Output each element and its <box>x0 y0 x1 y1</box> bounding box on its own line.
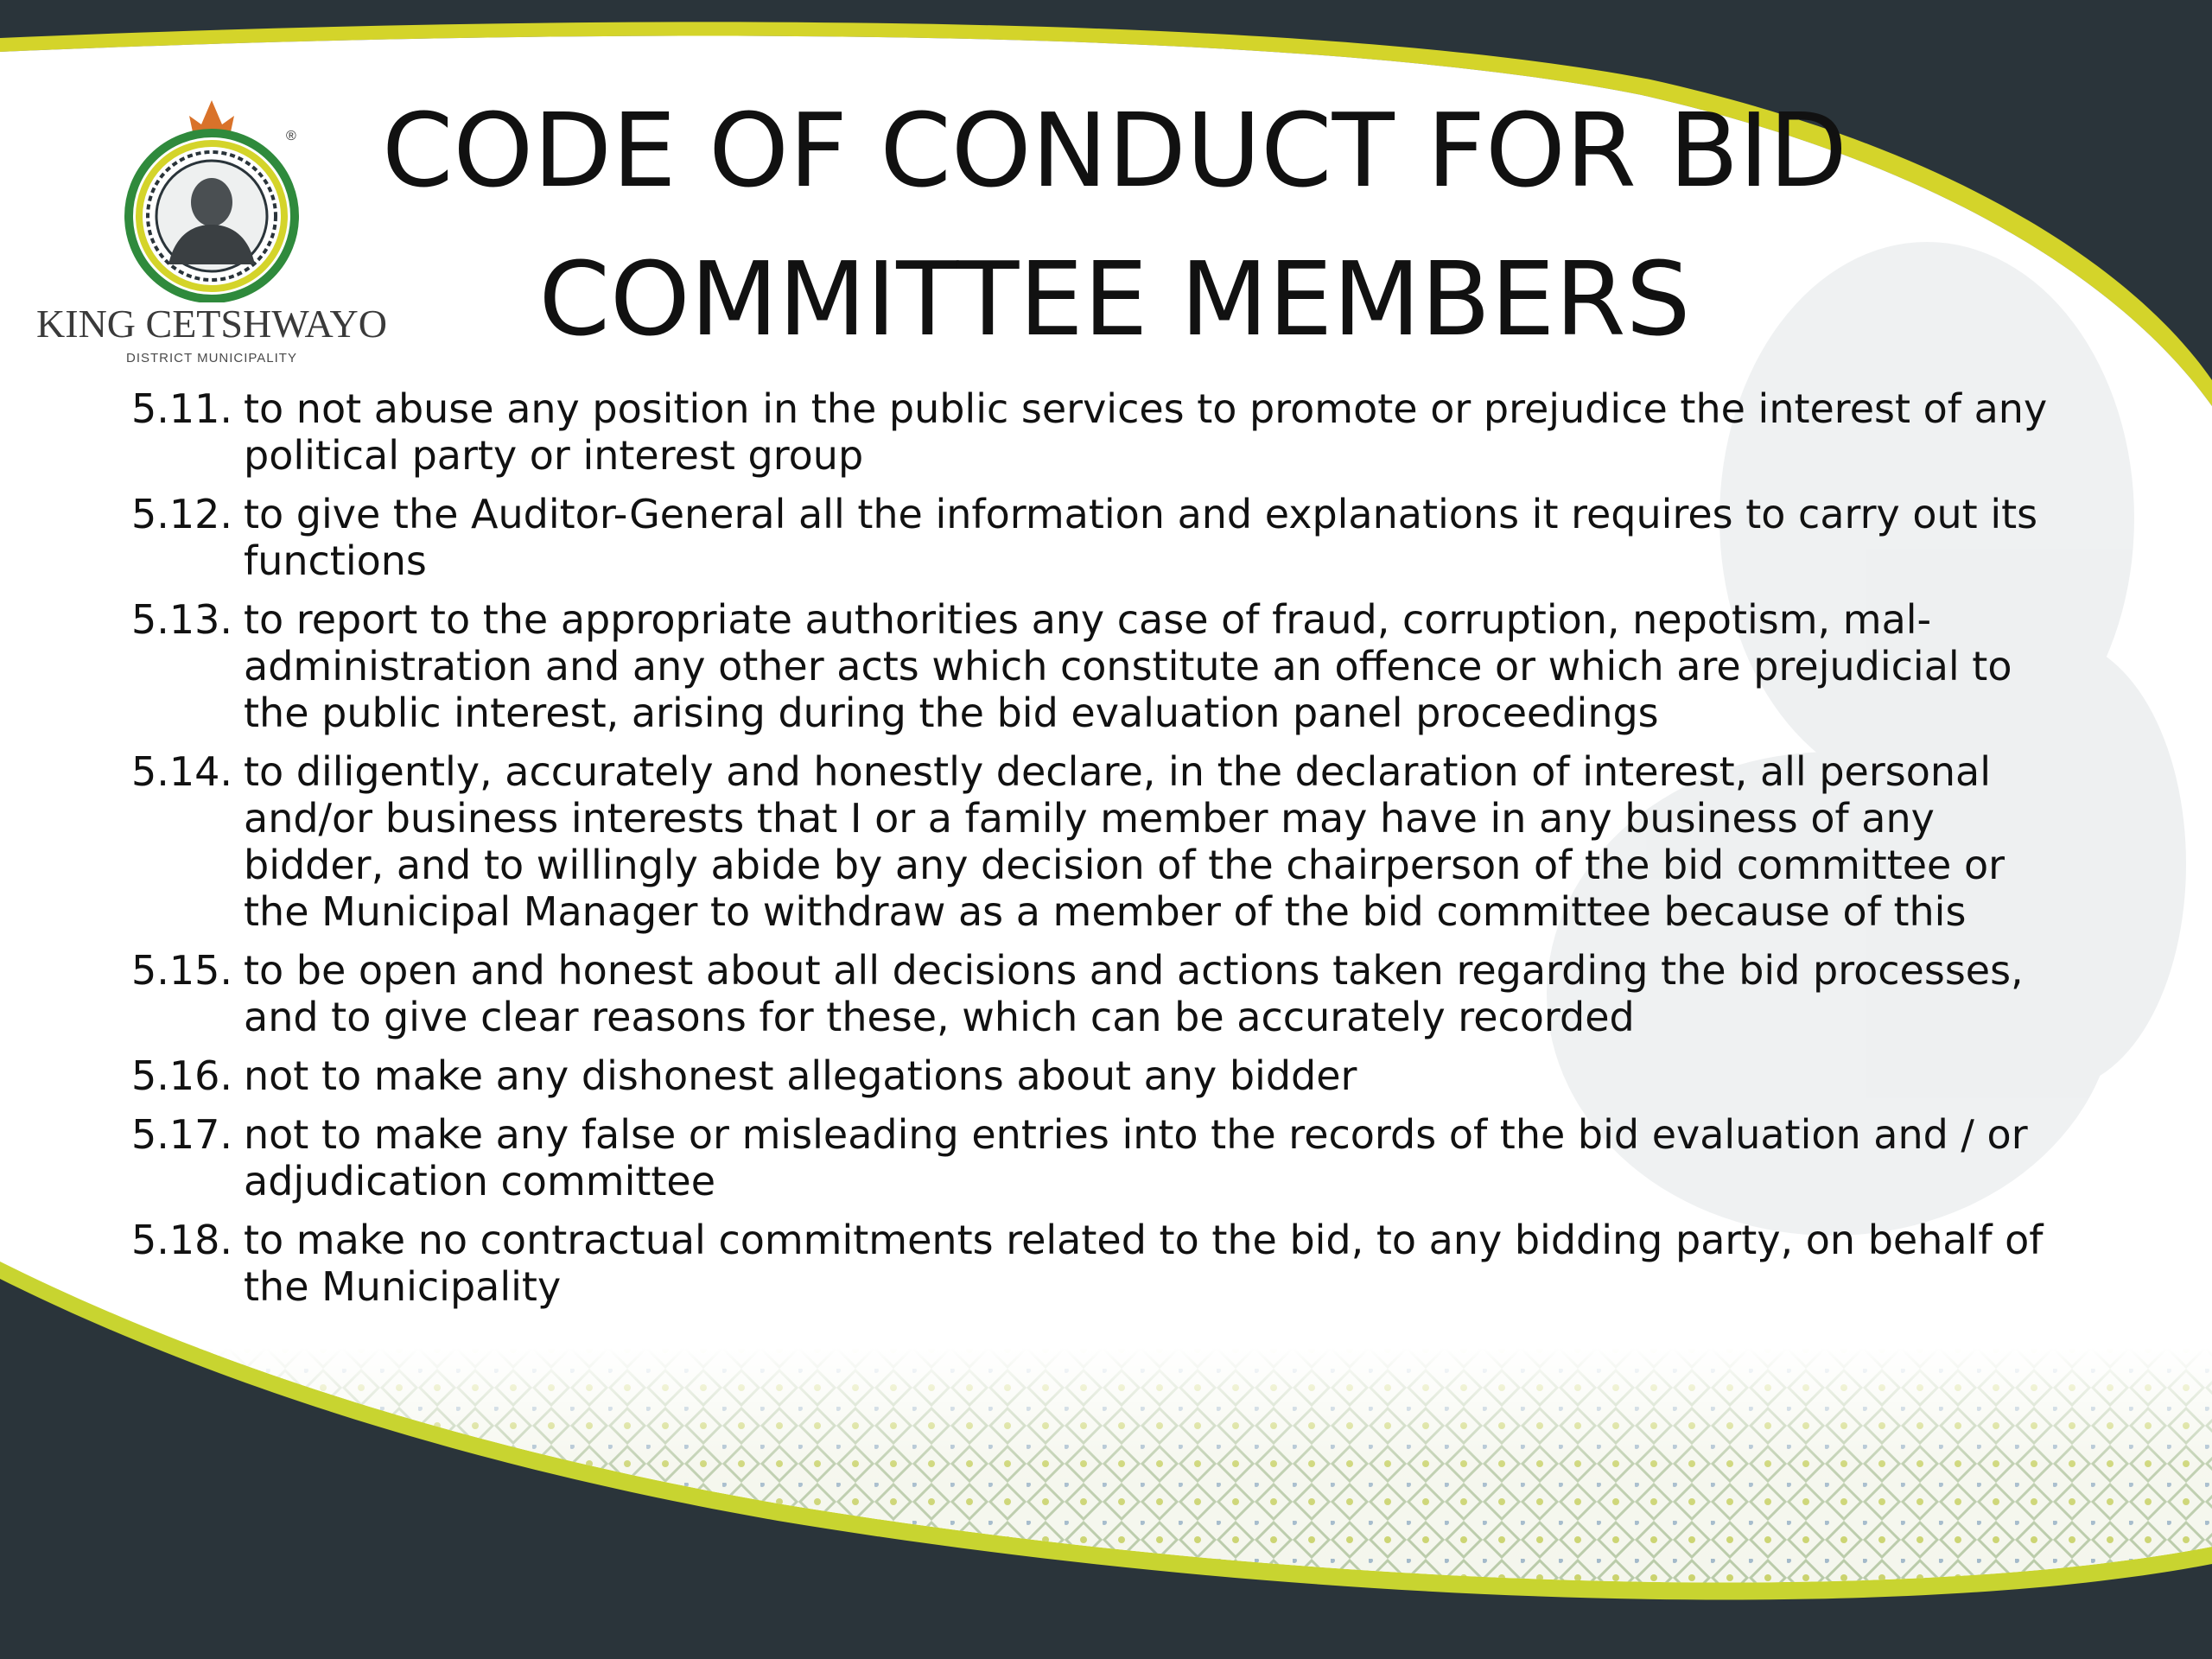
clause-text: to give the Auditor-General all the information and explanations it requires to carry out its functions <box>244 491 2038 584</box>
logo-subtitle: DISTRICT MUNICIPALITY <box>126 351 297 365</box>
clause-text: to report to the appropriate authorities any case of fraud, corruption, nepotism, mal-administration and any other acts which constitute an offence or which are prejudicial to the public interest, arising during the bid evaluation panel proceedings <box>244 596 2012 736</box>
clause-text: to be open and honest about all decisions and actions taken regarding the bid processes, and to give clear reasons for these, which can be accurately recorded <box>244 947 2024 1040</box>
clause-number: 5.16. <box>131 1052 233 1099</box>
clause-item <box>131 491 2067 584</box>
slide-title-line-2: COMMITTEE MEMBERS <box>538 239 1691 359</box>
clause-number: 5.14. <box>131 748 233 795</box>
clause-item <box>131 385 2067 479</box>
clause-text: to diligently, accurately and honestly declare, in the declaration of interest, all personal and/or business interests that I or a family member may have in any business of any bidder, and to willingly abide by any decision of the chairperson of the bid committee or the Municipal Manager to withdraw as a member of the bid committee because of this <box>244 748 2005 935</box>
logo-name: KING CETSHWAYO <box>36 302 387 346</box>
clause-number: 5.18. <box>131 1217 233 1263</box>
municipality-logo <box>35 95 389 372</box>
crest-emblem-icon <box>108 95 315 302</box>
registered-mark: ® <box>286 129 296 143</box>
clause-number: 5.15. <box>131 947 233 994</box>
clause-number: 5.13. <box>131 596 233 643</box>
clause-text: not to make any false or misleading entries into the records of the bid evaluation and / or adjudication committee <box>244 1111 2028 1205</box>
slide-title <box>380 76 1849 373</box>
clause-item <box>131 748 2067 935</box>
clause-text: not to make any dishonest allegations about any bidder <box>244 1052 1357 1099</box>
clause-item <box>131 1111 2067 1205</box>
clause-item <box>131 1052 2067 1099</box>
clause-text: to not abuse any position in the public services to promote or prejudice the interest of any political party or interest group <box>244 385 2048 479</box>
clause-item <box>131 596 2067 736</box>
clause-list <box>131 385 2067 1322</box>
clause-item <box>131 947 2067 1040</box>
slide-title-line-1: CODE OF CONDUCT FOR BID <box>381 91 1848 210</box>
clause-number: 5.17. <box>131 1111 233 1158</box>
clause-number: 5.12. <box>131 491 233 537</box>
clause-text: to make no contractual commitments related to the bid, to any bidding party, on behalf of the Municipality <box>244 1217 2044 1310</box>
clause-item <box>131 1217 2067 1310</box>
clause-number: 5.11. <box>131 385 233 432</box>
